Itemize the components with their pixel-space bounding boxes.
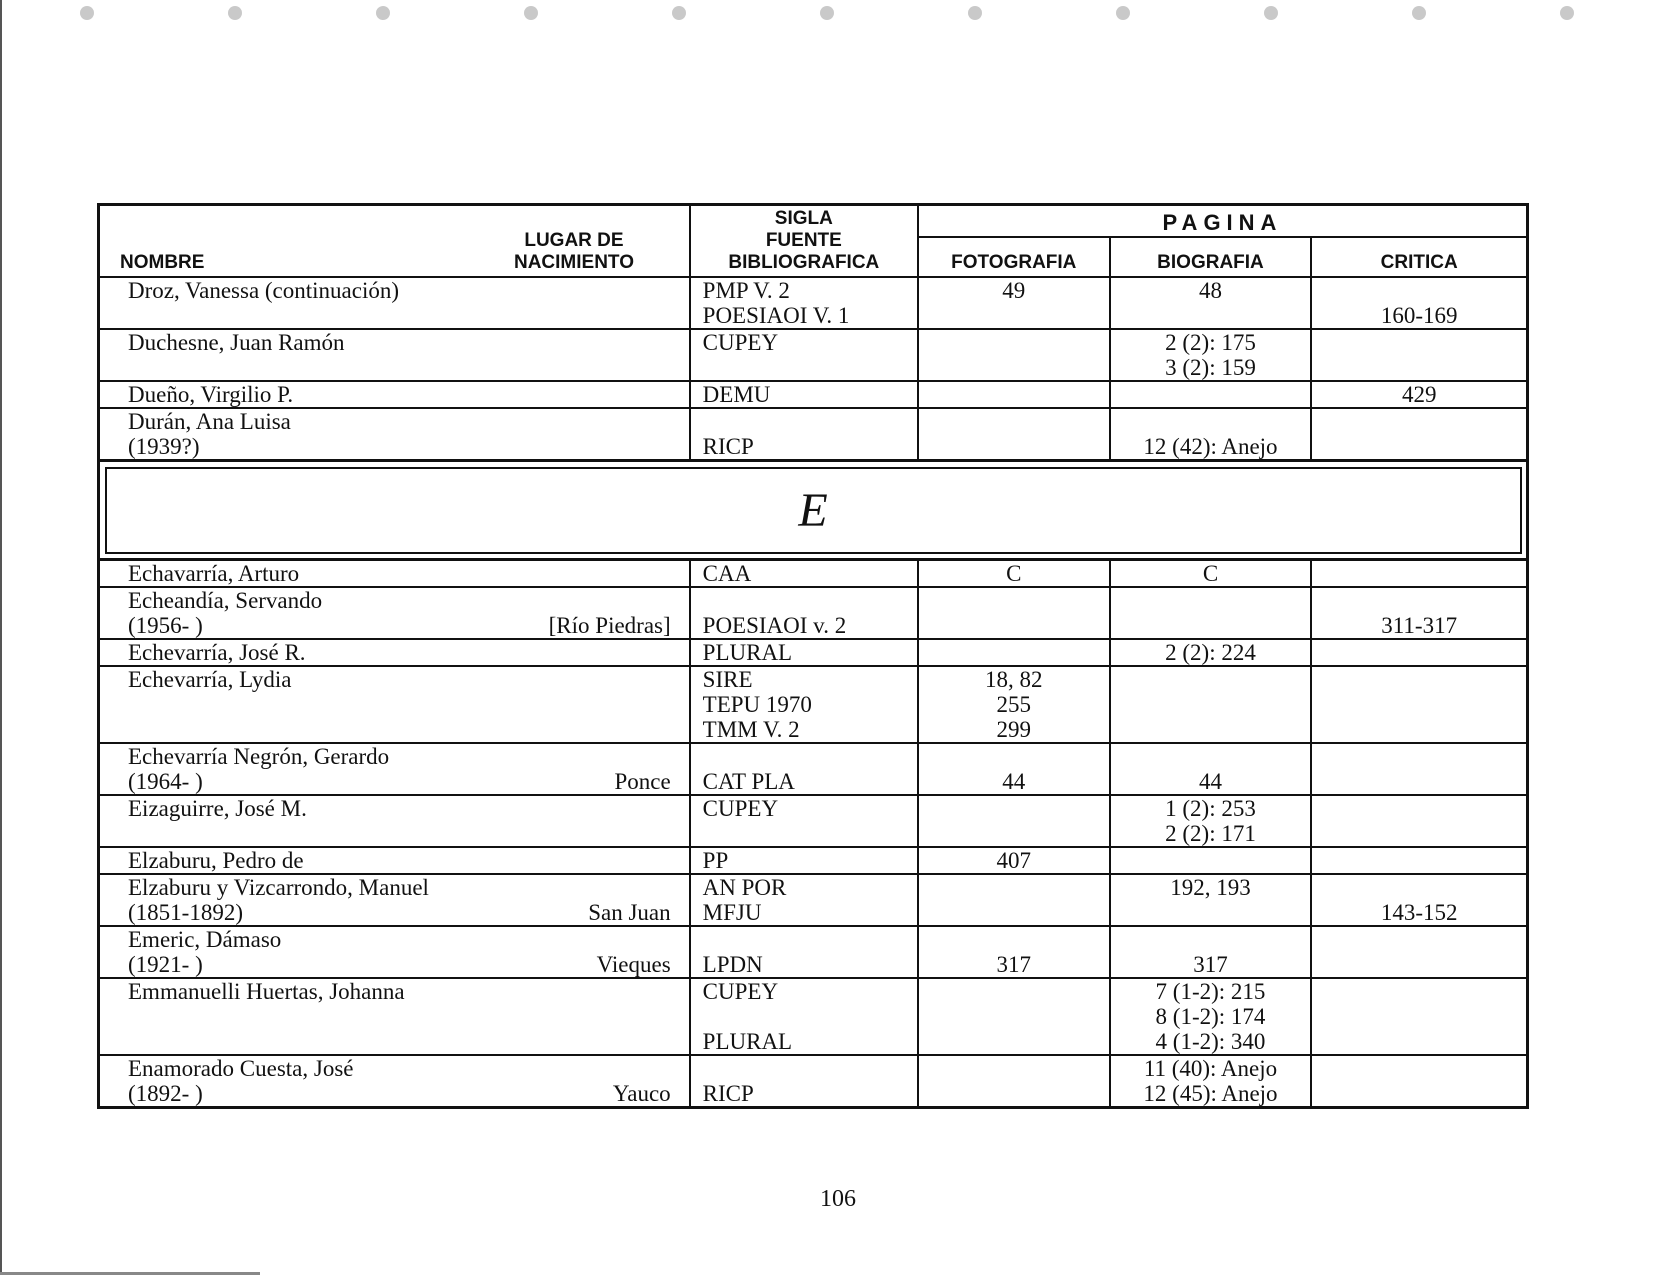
entry-fotografia: 317 [918, 926, 1110, 978]
entry-biografia [1110, 587, 1312, 639]
entry-source: DEMU [690, 381, 918, 408]
table-row [99, 277, 1528, 329]
header-sigla: SIGLA FUENTE BIBLIOGRAFICA [690, 205, 918, 278]
entry-birthplace [459, 329, 689, 381]
binder-hole [524, 6, 538, 20]
entry-birthplace: Ponce [459, 743, 689, 795]
entry-fotografia [918, 408, 1110, 461]
entry-name: Emmanuelli Huertas, Johanna [99, 978, 460, 1055]
entry-biografia [1110, 666, 1312, 743]
entry-name: Echevarría Negrón, Gerardo (1964- ) [99, 743, 460, 795]
section-d-rows [99, 277, 1528, 461]
entry-biografia: 7 (1-2): 215 8 (1-2): 174 4 (1-2): 340 [1110, 978, 1312, 1055]
bibliography-table [97, 203, 1529, 1109]
entry-biografia: 192, 193 [1110, 874, 1312, 926]
entry-source: CAT PLA [690, 743, 918, 795]
table-row [99, 1055, 1528, 1108]
entry-name: Echevarría, Lydia [99, 666, 460, 743]
entry-fotografia [918, 587, 1110, 639]
entry-source: CAA [690, 560, 918, 588]
entry-critica [1311, 978, 1527, 1055]
entry-source: CUPEY [690, 795, 918, 847]
entry-critica: 143-152 [1311, 874, 1527, 926]
table-row [99, 587, 1528, 639]
binder-holes [0, 0, 1676, 30]
table-row [99, 329, 1528, 381]
entry-source: AN POR MFJU [690, 874, 918, 926]
header-critica: CRITICA [1311, 237, 1527, 277]
entry-name: Echeandía, Servando (1956- ) [99, 587, 460, 639]
entry-fotografia: 407 [918, 847, 1110, 874]
entry-source: POESIAOI v. 2 [690, 587, 918, 639]
entry-birthplace [459, 666, 689, 743]
entry-birthplace [459, 978, 689, 1055]
table-row [99, 408, 1528, 461]
binder-hole [80, 6, 94, 20]
section-letter-row [99, 461, 1528, 560]
entry-critica [1311, 743, 1527, 795]
entry-source: LPDN [690, 926, 918, 978]
entry-name: Elzaburu y Vizcarrondo, Manuel (1851-1892) [99, 874, 460, 926]
entry-critica [1311, 408, 1527, 461]
entry-biografia: 11 (40): Anejo 12 (45): Anejo [1110, 1055, 1312, 1108]
header-lugar: LUGAR DE NACIMIENTO [459, 205, 689, 278]
page-number: 106 [820, 1186, 856, 1212]
entry-critica [1311, 926, 1527, 978]
header-biografia: BIOGRAFIA [1110, 237, 1312, 277]
entry-critica: 429 [1311, 381, 1527, 408]
entry-name: Emeric, Dámaso (1921- ) [99, 926, 460, 978]
entry-name: Droz, Vanessa (continuación) [99, 277, 460, 329]
entry-birthplace: [Río Piedras] [459, 587, 689, 639]
entry-birthplace: San Juan [459, 874, 689, 926]
header-fotografia: FOTOGRAFIA [918, 237, 1110, 277]
entry-source: PLURAL [690, 639, 918, 666]
entry-source: CUPEY [690, 329, 918, 381]
entry-name: Echavarría, Arturo [99, 560, 460, 588]
entry-biografia [1110, 847, 1312, 874]
entry-birthplace [459, 408, 689, 461]
entry-fotografia [918, 795, 1110, 847]
binder-hole [672, 6, 686, 20]
table-row [99, 639, 1528, 666]
entry-critica [1311, 639, 1527, 666]
entry-birthplace [459, 639, 689, 666]
entry-source: PP [690, 847, 918, 874]
header-pagina: PAGINA [918, 205, 1528, 238]
table-row [99, 795, 1528, 847]
entry-fotografia [918, 1055, 1110, 1108]
binder-hole [1264, 6, 1278, 20]
entry-name: Durán, Ana Luisa (1939?) [99, 408, 460, 461]
entry-critica: 160-169 [1311, 277, 1527, 329]
entry-fotografia [918, 381, 1110, 408]
table-row [99, 978, 1528, 1055]
entry-fotografia: C [918, 560, 1110, 588]
table-row [99, 847, 1528, 874]
entry-birthplace [459, 560, 689, 588]
binder-hole [968, 6, 982, 20]
binder-hole [228, 6, 242, 20]
entry-critica [1311, 1055, 1527, 1108]
header-nombre: NOMBRE [99, 205, 460, 278]
entry-biografia: C [1110, 560, 1312, 588]
table-row [99, 926, 1528, 978]
entry-fotografia [918, 329, 1110, 381]
entry-critica [1311, 666, 1527, 743]
entry-name: Elzaburu, Pedro de [99, 847, 460, 874]
entry-name: Enamorado Cuesta, José (1892- ) [99, 1055, 460, 1108]
entry-biografia: 2 (2): 175 3 (2): 159 [1110, 329, 1312, 381]
entry-name: Duchesne, Juan Ramón [99, 329, 460, 381]
binder-hole [820, 6, 834, 20]
entry-birthplace: Yauco [459, 1055, 689, 1108]
table-row [99, 560, 1528, 588]
entry-fotografia: 18, 82 255 299 [918, 666, 1110, 743]
entry-birthplace: Vieques [459, 926, 689, 978]
scan-edge-left [0, 0, 2, 1275]
entry-fotografia: 49 [918, 277, 1110, 329]
entry-source: RICP [690, 1055, 918, 1108]
table-row [99, 743, 1528, 795]
entry-source: PMP V. 2 POESIAOI V. 1 [690, 277, 918, 329]
entry-critica: 311-317 [1311, 587, 1527, 639]
entry-biografia: 44 [1110, 743, 1312, 795]
table-row [99, 381, 1528, 408]
entry-biografia [1110, 381, 1312, 408]
section-e-rows [99, 560, 1528, 1108]
entry-birthplace [459, 277, 689, 329]
table-row [99, 874, 1528, 926]
section-letter: E [99, 461, 1528, 560]
entry-source: RICP [690, 408, 918, 461]
entry-fotografia [918, 978, 1110, 1055]
entry-biografia: 1 (2): 253 2 (2): 171 [1110, 795, 1312, 847]
entry-critica [1311, 795, 1527, 847]
entry-birthplace [459, 847, 689, 874]
entry-fotografia [918, 639, 1110, 666]
entry-fotografia [918, 874, 1110, 926]
entry-name: Eizaguirre, José M. [99, 795, 460, 847]
entry-biografia: 48 [1110, 277, 1312, 329]
entry-critica [1311, 560, 1527, 588]
binder-hole [376, 6, 390, 20]
entry-source: CUPEY PLURAL [690, 978, 918, 1055]
entry-name: Dueño, Virgilio P. [99, 381, 460, 408]
entry-name: Echevarría, José R. [99, 639, 460, 666]
table-row [99, 666, 1528, 743]
entry-biografia: 12 (42): Anejo [1110, 408, 1312, 461]
binder-hole [1560, 6, 1574, 20]
entry-fotografia: 44 [918, 743, 1110, 795]
binder-hole [1412, 6, 1426, 20]
entry-birthplace [459, 795, 689, 847]
entry-biografia: 2 (2): 224 [1110, 639, 1312, 666]
entry-biografia: 317 [1110, 926, 1312, 978]
entry-critica [1311, 847, 1527, 874]
binder-hole [1116, 6, 1130, 20]
entry-critica [1311, 329, 1527, 381]
entry-birthplace [459, 381, 689, 408]
entry-source: SIRE TEPU 1970 TMM V. 2 [690, 666, 918, 743]
